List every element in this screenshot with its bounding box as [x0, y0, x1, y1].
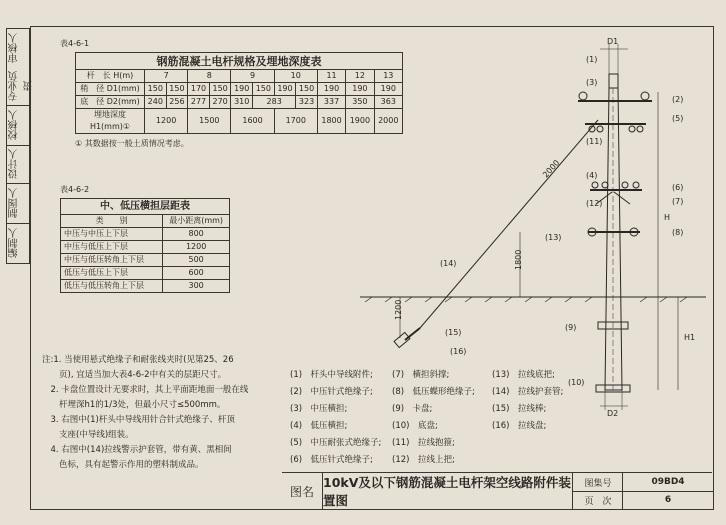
diagram-label: (2): [672, 95, 684, 104]
table-cell: 283: [253, 96, 296, 109]
diagram-label: D1: [607, 37, 619, 46]
legend-item: (15) 拉线棒;: [492, 404, 547, 414]
table-cell: 1700: [274, 109, 317, 134]
table-cell: 270: [209, 96, 231, 109]
legend-item: (9) 卡盘;: [392, 404, 433, 414]
table-cell: 240: [145, 96, 167, 109]
legend-item: (13) 拉线底把;: [492, 370, 555, 380]
table-cell: 337: [317, 96, 345, 109]
table-cell: 190: [346, 83, 374, 96]
table-cell: 1500: [188, 109, 231, 134]
page-label: 页 次: [572, 491, 623, 509]
diagram-label: (11): [586, 137, 603, 146]
fig-label: 图名: [289, 484, 314, 499]
drawing-title: 10kV及以下钢筋混凝土电杆架空线路附件装置图: [322, 473, 573, 509]
table-cell: 150: [253, 83, 275, 96]
table-cell: 500: [163, 254, 230, 267]
diagram-label: (9): [565, 323, 577, 332]
diagram-label: (3): [586, 78, 598, 87]
insulator: [629, 126, 635, 132]
table1-title: 钢筋混凝土电杆规格及埋地深度表: [75, 52, 403, 70]
table-cell: 600: [163, 267, 230, 280]
table-cell: 300: [163, 280, 230, 293]
legend-item: (12) 拉线上把;: [392, 455, 455, 465]
table1-footnote: ① 其数据按一般土质情况考虑。: [75, 139, 189, 148]
legend-item: (7) 横担斜撑;: [392, 370, 450, 380]
note-line: 注:1. 当使用悬式绝缘子和耐张线夹时(见第25、26: [42, 355, 234, 365]
table-cell: 中压与低压上下层: [61, 241, 163, 254]
table-cell: 1900: [346, 109, 374, 134]
diagram-label: (5): [672, 114, 684, 123]
diagram-label: (12): [586, 199, 603, 208]
crossarm-brace: [614, 192, 630, 204]
legend-item: (10) 底盘;: [392, 421, 438, 431]
guy-rod: [405, 328, 420, 340]
table-cell: 190: [317, 83, 345, 96]
diagram-label: (6): [672, 183, 684, 192]
side-label: 设计人: [7, 145, 29, 184]
table-cell: 800: [163, 228, 230, 241]
dimension-text: 1200: [394, 299, 403, 320]
page-number: 6: [622, 491, 713, 509]
pole-top-insulator: [609, 74, 618, 88]
insulator: [633, 182, 639, 188]
note-line: 色标，具有起警示作用的塑料制成品。: [42, 460, 204, 470]
insulator: [622, 182, 628, 188]
legend-item: (3) 中压横担;: [290, 404, 348, 414]
atlas-label: 图集号: [572, 473, 623, 492]
legend-item: (8) 低压蝶形绝缘子;: [392, 387, 475, 397]
title-block: [282, 472, 712, 509]
row-label: 杆 长 H(m): [76, 70, 145, 83]
diagram-label: (8): [672, 228, 684, 237]
table-cell: 190: [374, 83, 402, 96]
table-cell: 1200: [145, 109, 188, 134]
side-label: 制图人: [7, 183, 29, 224]
insulator: [602, 182, 608, 188]
table-cell: 12: [346, 70, 374, 83]
table-cell: 310: [231, 96, 253, 109]
ground-hatch: [365, 297, 687, 302]
table-cell: 323: [296, 96, 318, 109]
dimension-text: 2000: [541, 158, 562, 180]
legend-item: (11) 拉线抱箍;: [392, 438, 455, 448]
table2-id: 表4-6-2: [60, 185, 90, 194]
legend-item: (16) 拉线盘;: [492, 421, 547, 431]
atlas-number: 09BD4: [622, 473, 713, 492]
table-cell: 350: [346, 96, 374, 109]
diagram-label: (7): [672, 197, 684, 206]
table-cell: 170: [188, 83, 210, 96]
table-cell: 190: [274, 83, 296, 96]
legend-item: (4) 低压横担;: [290, 421, 348, 431]
note-line: 3. 右图中(1)杆头中导线用针合针式绝缘子、杆顶: [42, 415, 235, 425]
table-cell: 9: [231, 70, 274, 83]
note-line: 页), 宜适当加大表4-6-2中有关的层距尺寸。: [42, 370, 227, 380]
row-label: 埋地深度 H1(mm)①: [76, 109, 145, 134]
legend-item: (6) 低压针式绝缘子;: [290, 455, 373, 465]
table-cell: 低压与低压上下层: [61, 267, 163, 280]
table-cell: 13: [374, 70, 402, 83]
table-cell: 10: [274, 70, 317, 83]
side-label: 专业负责: [7, 67, 29, 106]
side-label: 校核人: [7, 105, 29, 146]
table-cell: 11: [317, 70, 345, 83]
side-label: 审核人: [9, 33, 20, 63]
dimension-text: 1800: [514, 249, 523, 270]
table-cell: 中压与中压上下层: [61, 228, 163, 241]
table1-id: 表4-6-1: [60, 39, 90, 48]
insulator: [592, 182, 598, 188]
diagram-label: (10): [568, 378, 585, 387]
guy-anchor: [394, 332, 410, 347]
table-cell: 中压与低压转角上下层: [61, 254, 163, 267]
table-cell: 1200: [163, 241, 230, 254]
insulator: [597, 126, 603, 132]
column-header: 类 别: [61, 215, 163, 228]
diagram-label: H1: [684, 333, 696, 342]
diagram-label: (1): [586, 55, 598, 64]
legend-item: (1) 杆头中导线附件;: [290, 370, 373, 380]
table-cell: 256: [166, 96, 188, 109]
diagram-label: (13): [545, 233, 562, 242]
diagram-label: (16): [450, 347, 467, 356]
insulator: [637, 126, 643, 132]
column-header: 最小距离(mm): [163, 215, 230, 228]
table-cell: 150: [145, 83, 167, 96]
legend-item: (2) 中压针式绝缘子;: [290, 387, 373, 397]
legend-item: (14) 拉线护套管;: [492, 387, 564, 397]
diagram-label: H: [664, 213, 671, 222]
diagram-label: D2: [607, 409, 619, 418]
table2-title: 中、低压横担层距表: [61, 199, 230, 215]
diagram-label: (15): [445, 328, 462, 337]
table-cell: 1600: [231, 109, 274, 134]
table-cell: 2000: [374, 109, 402, 134]
pole-body: [605, 88, 622, 390]
table-cell: 7: [145, 70, 188, 83]
note-line: 支座(中导线)组装。: [42, 430, 134, 440]
diagram-label: (14): [440, 259, 457, 268]
row-label: 稍 径 D1(mm): [76, 83, 145, 96]
insulator: [641, 92, 649, 100]
table-cell: 150: [166, 83, 188, 96]
table-cell: 150: [209, 83, 231, 96]
row-label: 底 径 D2(mm): [76, 96, 145, 109]
legend-item: (5) 中压耐张式绝缘子;: [290, 438, 382, 448]
table-cell: 1800: [317, 109, 345, 134]
note-line: 2. 卡盘位置设计无要求时，其上平面距地面一般在线: [42, 385, 249, 395]
table-cell: 低压与低压转角上下层: [61, 280, 163, 293]
table-cell: 363: [374, 96, 402, 109]
side-label: 编制人: [7, 223, 29, 264]
insulator: [579, 92, 587, 100]
table-cell: 277: [188, 96, 210, 109]
note-line: 杆埋深h1的1/3处，但最小尺寸≤500mm。: [42, 400, 226, 410]
table-cell: 8: [188, 70, 231, 83]
diagram-label: (4): [586, 171, 598, 180]
note-line: 4. 右图中(14)拉线警示护套管，带有黄、黑相间: [42, 445, 232, 455]
table-cell: 150: [296, 83, 318, 96]
table-cell: 190: [231, 83, 253, 96]
